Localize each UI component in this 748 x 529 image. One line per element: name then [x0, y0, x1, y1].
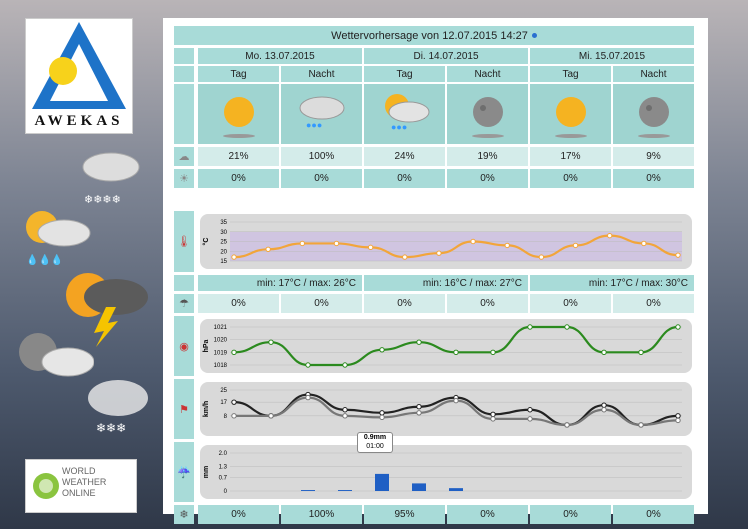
- chart-svg: [200, 319, 692, 373]
- data-point[interactable]: [676, 418, 680, 422]
- svg-text:❄❄❄❄: ❄❄❄❄: [84, 194, 121, 206]
- data-point[interactable]: [676, 253, 680, 257]
- fog-snow-icon: [82, 372, 154, 438]
- forecast-title: Wettervorhersage von 12.07.2015 14:27: [331, 29, 528, 42]
- data-point[interactable]: [676, 414, 680, 418]
- svg-text:❄❄❄: ❄❄❄: [96, 421, 127, 435]
- weather-cell: [447, 84, 528, 144]
- rain-probability: 0%: [530, 505, 611, 524]
- wwo-wordmark: WORLD WEATHER ONLINE: [62, 466, 107, 498]
- tick-label: 1018: [213, 363, 227, 369]
- cloud-snow-icon: [78, 145, 144, 213]
- chart-0: [200, 214, 692, 269]
- tick-label: 35: [220, 220, 227, 226]
- tick-label: 1020: [213, 337, 227, 344]
- data-point[interactable]: [269, 340, 273, 344]
- data-point[interactable]: [642, 241, 646, 245]
- min-max-temp: min: 16°C / max: 27°C: [364, 275, 528, 291]
- sun_rain-value: 0%: [447, 169, 528, 188]
- period-label: Tag: [198, 66, 279, 82]
- y-axis-unit: mm: [203, 465, 210, 479]
- tooltip-value: 0.9mm: [363, 434, 387, 441]
- moon-icon: [458, 86, 518, 142]
- forecast-panel: [163, 18, 708, 521]
- tick-label: 1019: [213, 350, 227, 357]
- cloud-value: 100%: [281, 147, 362, 166]
- data-point[interactable]: [602, 408, 606, 412]
- blank-icon: [174, 48, 194, 64]
- precip-probability: 0%: [447, 294, 528, 313]
- min-max-temp: min: 17°C / max: 30°C: [530, 275, 694, 291]
- data-point[interactable]: [602, 403, 606, 407]
- tick-label: 0: [223, 489, 227, 495]
- rain-probability: 100%: [281, 505, 362, 524]
- data-point[interactable]: [232, 400, 236, 404]
- data-point[interactable]: [417, 340, 421, 344]
- precip-bar[interactable]: [412, 483, 426, 491]
- y-axis-unit: km/h: [203, 400, 210, 418]
- period-label: Tag: [530, 66, 611, 82]
- tooltip-time: 01:00: [366, 443, 384, 450]
- precip-bar[interactable]: [375, 474, 389, 491]
- barometer-icon: ◉: [174, 316, 194, 376]
- awekas-triangle-icon: [26, 19, 132, 114]
- data-point[interactable]: [639, 350, 643, 354]
- data-point[interactable]: [343, 408, 347, 412]
- data-point[interactable]: [505, 243, 509, 247]
- sun_rain-value: 0%: [198, 169, 279, 188]
- rain-probability: 0%: [447, 505, 528, 524]
- chart-svg: [200, 382, 692, 436]
- data-point[interactable]: [539, 255, 543, 259]
- cloud-value: 19%: [447, 147, 528, 166]
- umbrella-icon: ☂: [174, 294, 194, 313]
- data-point[interactable]: [602, 350, 606, 354]
- chart-1: [200, 319, 692, 373]
- rain-probability: 0%: [613, 505, 694, 524]
- weather-cell: [281, 84, 362, 144]
- data-point[interactable]: [565, 423, 569, 427]
- data-point[interactable]: [380, 348, 384, 352]
- precip-bar[interactable]: [338, 490, 352, 491]
- period-label: Tag: [364, 66, 445, 82]
- data-point[interactable]: [528, 325, 532, 329]
- min-max-temp: min: 17°C / max: 26°C: [198, 275, 362, 291]
- info-dot-icon[interactable]: [532, 33, 537, 38]
- data-point[interactable]: [232, 414, 236, 418]
- chart-3: [200, 445, 692, 499]
- awekas-wordmark: AWEKAS: [34, 113, 124, 129]
- rain-probability: 95%: [364, 505, 445, 524]
- chart-svg: [200, 445, 692, 499]
- precip-probability: 0%: [198, 294, 279, 313]
- cloud-rain-icon: [292, 86, 352, 142]
- tick-label: 17: [220, 400, 227, 407]
- data-point[interactable]: [306, 395, 310, 399]
- data-point[interactable]: [343, 363, 347, 367]
- svg-text:●●●: ●●●: [305, 120, 322, 130]
- precip-probability: 0%: [364, 294, 445, 313]
- tick-label: 15: [220, 259, 227, 265]
- chart-svg: [200, 214, 692, 269]
- precip-tooltip: [357, 432, 393, 453]
- data-point[interactable]: [306, 363, 310, 367]
- globe-icon: [31, 471, 61, 501]
- data-point[interactable]: [232, 350, 236, 354]
- data-point[interactable]: [266, 247, 270, 251]
- precip-probability: 0%: [613, 294, 694, 313]
- y-axis-unit: hPa: [203, 339, 210, 353]
- data-point[interactable]: [454, 398, 458, 402]
- blank-icon: [174, 275, 194, 291]
- wind-icon: ⚑: [174, 379, 194, 439]
- data-point[interactable]: [417, 405, 421, 409]
- cloud-value: 9%: [613, 147, 694, 166]
- data-point[interactable]: [454, 350, 458, 354]
- weather-cell: [198, 84, 279, 144]
- data-point[interactable]: [676, 325, 680, 329]
- data-point[interactable]: [491, 412, 495, 416]
- period-label: Nacht: [447, 66, 528, 82]
- tick-label: 30: [220, 229, 227, 236]
- tick-label: 25: [220, 388, 227, 394]
- tick-label: 25: [220, 239, 227, 246]
- awekas-logo[interactable]: [25, 18, 133, 134]
- data-point[interactable]: [491, 417, 495, 421]
- data-point[interactable]: [471, 239, 475, 243]
- world-weather-online-logo[interactable]: [25, 459, 137, 513]
- y-axis-unit: °C: [203, 237, 210, 246]
- blank-icon: [174, 84, 194, 144]
- data-point[interactable]: [573, 243, 577, 247]
- series-line: [234, 327, 678, 365]
- data-point[interactable]: [232, 255, 236, 259]
- data-point[interactable]: [639, 423, 643, 427]
- data-point[interactable]: [437, 251, 441, 255]
- period-label: Nacht: [613, 66, 694, 82]
- blank-icon: [174, 66, 194, 82]
- data-point[interactable]: [269, 414, 273, 418]
- sun-cloud-rain-icon: [375, 86, 435, 142]
- sun_rain-value: 0%: [613, 169, 694, 188]
- data-point[interactable]: [380, 411, 384, 415]
- data-point[interactable]: [528, 408, 532, 412]
- day-header: Di. 14.07.2015: [364, 48, 528, 64]
- weather-cell: [530, 84, 611, 144]
- svg-text:💧💧💧: 💧💧💧: [26, 255, 64, 266]
- moon-icon: [624, 86, 684, 142]
- snow-rain-icon: ❄: [174, 505, 194, 524]
- forecast-header: [174, 26, 694, 45]
- rain-cloud-icon: ☔: [174, 442, 194, 502]
- cloud-value: 21%: [198, 147, 279, 166]
- sun-cloud-rain-icon: [20, 205, 92, 267]
- tick-label: 8: [223, 413, 227, 420]
- day-header: Mi. 15.07.2015: [530, 48, 694, 64]
- tick-label: 1021: [213, 325, 227, 331]
- tick-label: 2.0: [218, 451, 227, 457]
- weather-cell: [364, 84, 445, 144]
- precip-bar[interactable]: [301, 490, 315, 491]
- data-point[interactable]: [334, 241, 338, 245]
- thermometer-icon: 🌡: [174, 211, 194, 272]
- data-point[interactable]: [565, 325, 569, 329]
- sun_rain-value: 0%: [530, 169, 611, 188]
- data-point[interactable]: [403, 255, 407, 259]
- tick-label: 20: [220, 249, 227, 256]
- data-point[interactable]: [491, 350, 495, 354]
- data-point[interactable]: [607, 233, 611, 237]
- data-point[interactable]: [528, 417, 532, 421]
- data-point[interactable]: [343, 414, 347, 418]
- data-point[interactable]: [300, 241, 304, 245]
- sun_rain-value: 0%: [364, 169, 445, 188]
- precip-probability: 0%: [281, 294, 362, 313]
- weather-cell: [613, 84, 694, 144]
- sun-icon: [209, 86, 269, 142]
- period-label: Nacht: [281, 66, 362, 82]
- cloud-value: 24%: [364, 147, 445, 166]
- tick-label: 0.7: [218, 475, 227, 482]
- data-point[interactable]: [380, 415, 384, 419]
- cloud-icon: ☁: [174, 147, 194, 166]
- sun-rain-icon: ☀: [174, 169, 194, 188]
- chart-2: [200, 382, 692, 436]
- precip-probability: 0%: [530, 294, 611, 313]
- sun-icon: [541, 86, 601, 142]
- day-header: Mo. 13.07.2015: [198, 48, 362, 64]
- rain-probability: 0%: [198, 505, 279, 524]
- svg-text:●●●: ●●●: [390, 122, 407, 132]
- data-point[interactable]: [417, 411, 421, 415]
- precip-bar[interactable]: [449, 488, 463, 491]
- data-point[interactable]: [368, 245, 372, 249]
- cloud-value: 17%: [530, 147, 611, 166]
- tick-label: 1.3: [218, 464, 227, 471]
- sun_rain-value: 0%: [281, 169, 362, 188]
